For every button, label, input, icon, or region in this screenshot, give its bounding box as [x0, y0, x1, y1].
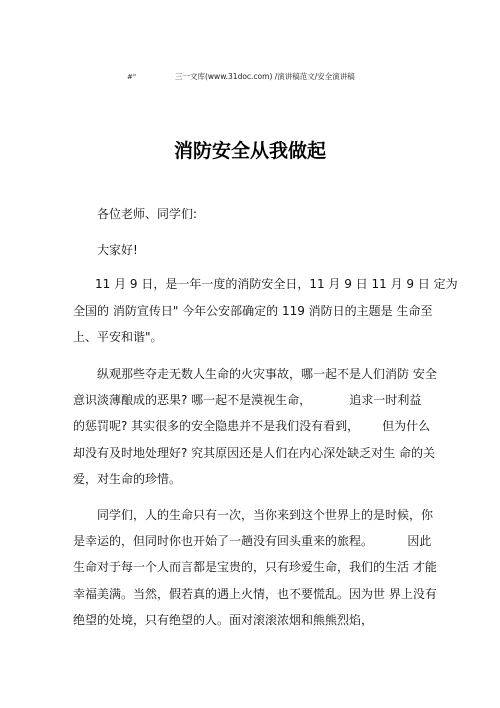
- paragraph-3-line-1: 同学们，人的生命只有一次，当你来到这个世界上的是时候，你: [97, 508, 434, 522]
- paragraph-2-line-3: 的惩罚呢? 其实很多的安全隐患并不是我们没有看到， 但为什么: [73, 419, 431, 433]
- document-title: 消防安全从我做起: [173, 140, 326, 162]
- paragraph-1-line-1: 11 月 9 日，是一年一度的消防安全日，11 月 9 日 11 月 9 日 定为: [95, 277, 458, 291]
- paragraph-2-line-4: 却没有及时地处理好? 究其原因还是人们在内心深处缺乏对生 命的关: [73, 446, 436, 460]
- paragraph-3-line-2: 是幸运的，但同时你也开始了一趟没有回头重来的旅程。 因此: [73, 534, 432, 548]
- greeting: 大家好!: [97, 243, 138, 257]
- paragraph-2-line-2: 意识淡薄酿成的恶果? 哪一起不是漠视生命， 追求一时利益: [73, 393, 422, 407]
- paragraph-3-line-4: 幸福美满。当然，假若真的遇上火情，也不要慌乱。因为世 界上没有: [73, 587, 437, 601]
- paragraph-2-line-5: 爱，对生命的珍惜。: [73, 472, 182, 486]
- paragraph-3-line-5: 绝望的处境，只有绝望的人。面对滚滚浓烟和熊熊烈焰，: [73, 613, 374, 627]
- paragraph-1-line-3: 上、平安和谐"。: [73, 330, 163, 344]
- salutation: 各位老师、同学们:: [97, 207, 198, 221]
- header-source: 三一文库(www.31doc.com) /演讲稿范文/安全演讲稿: [175, 72, 355, 81]
- header-mark: #": [127, 73, 137, 81]
- paragraph-2-line-1: 纵观那些夺走无数人生命的火灾事故，哪一起不是人们消防 安全: [97, 367, 437, 381]
- paragraph-1-line-2: 全国的 消防宣传日" 今年公安部确定的 119 消防日的主题是 生命至: [73, 304, 433, 318]
- paragraph-3-line-3: 生命对于每一个人而言都是宝贵的，只有珍爱生命，我们的生活 才能: [73, 560, 437, 574]
